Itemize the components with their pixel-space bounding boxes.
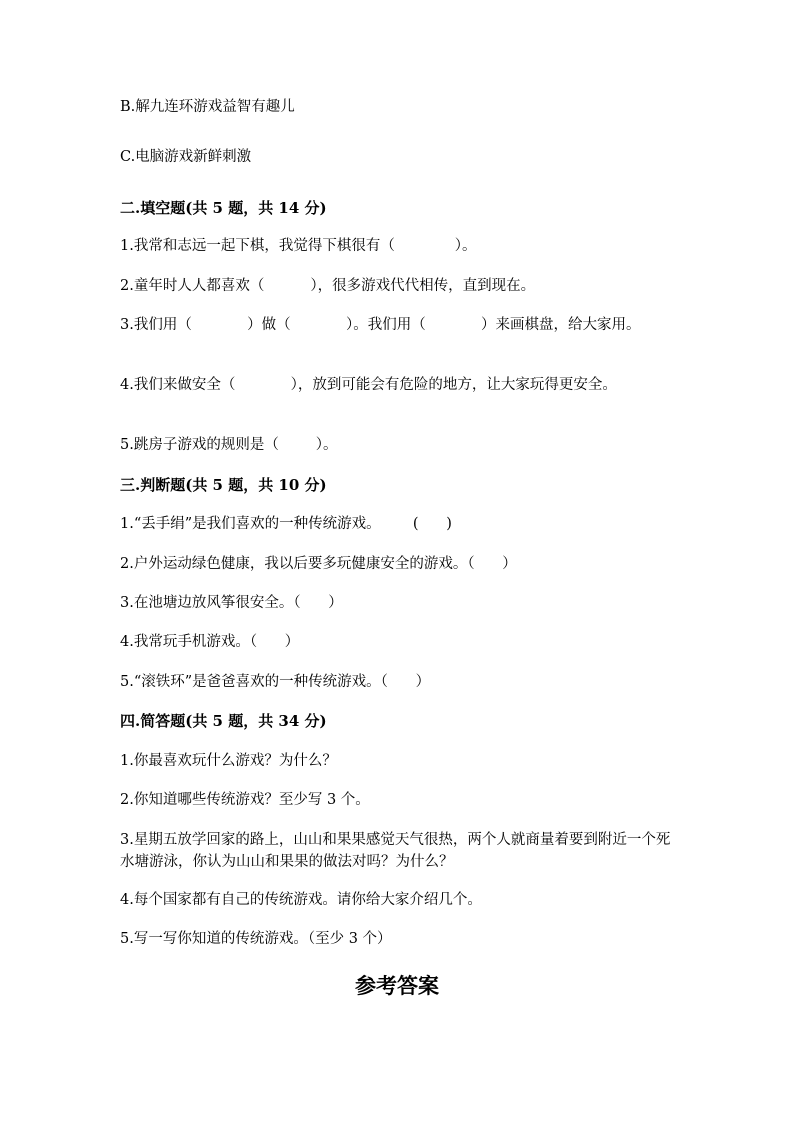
answers-title: 参考答案: [355, 973, 439, 998]
short-question-1: 1.你最喜欢玩什么游戏？为什么？: [120, 753, 337, 769]
judge-question-4: 4.我常玩手机游戏。（ ）: [120, 634, 300, 650]
judge-question-3: 3.在池塘边放风筝很安全。（ ）: [120, 595, 343, 611]
fill-question-4: 4.我们来做安全（ ），放到可能会有危险的地方，让大家玩得更安全。: [120, 377, 617, 393]
option-c: C.电脑游戏新鲜刺激: [120, 149, 252, 165]
judge-question-1: 1.“丢手绢”是我们喜欢的一种传统游戏。 ( ): [120, 516, 452, 532]
fill-question-1: 1.我常和志远一起下棋，我觉得下棋很有（ ）。: [120, 238, 477, 254]
short-question-5: 5.写一写你知道的传统游戏。（至少 3 个）: [120, 931, 392, 947]
judge-question-5: 5.“滚铁环”是爸爸喜欢的一种传统游戏。（ ）: [120, 674, 431, 690]
fill-question-2: 2.童年时人人都喜欢（ ），很多游戏代代相传，直到现在。: [120, 278, 536, 294]
short-section-heading: 四.简答题(共 5 题，共 34 分): [120, 712, 327, 730]
fill-question-5: 5.跳房子游戏的规则是（ ）。: [120, 437, 338, 453]
short-question-3: 3.星期五放学回家的路上，山山和果果感觉天气很热，两个人就商量着要到附近一个死水塘游泳，你认为山山和果果的做法对吗？为什么？: [120, 832, 671, 870]
short-question-4: 4.每个国家都有自己的传统游戏。请你给大家介绍几个。: [120, 892, 482, 908]
fill-question-3: 3.我们用（ ）做（ ）。我们用（ ）来画棋盘，给大家用。: [120, 317, 641, 333]
option-b: B.解九连环游戏益智有趣儿: [120, 99, 295, 115]
fill-section-heading: 二.填空题(共 5 题，共 14 分): [120, 199, 327, 217]
short-question-2: 2.你知道哪些传统游戏？至少写 3 个。: [120, 792, 370, 808]
judge-question-2: 2.户外运动绿色健康，我以后要多玩健康安全的游戏。（ ）: [120, 556, 517, 572]
judge-section-heading: 三.判断题(共 5 题，共 10 分): [120, 476, 327, 494]
